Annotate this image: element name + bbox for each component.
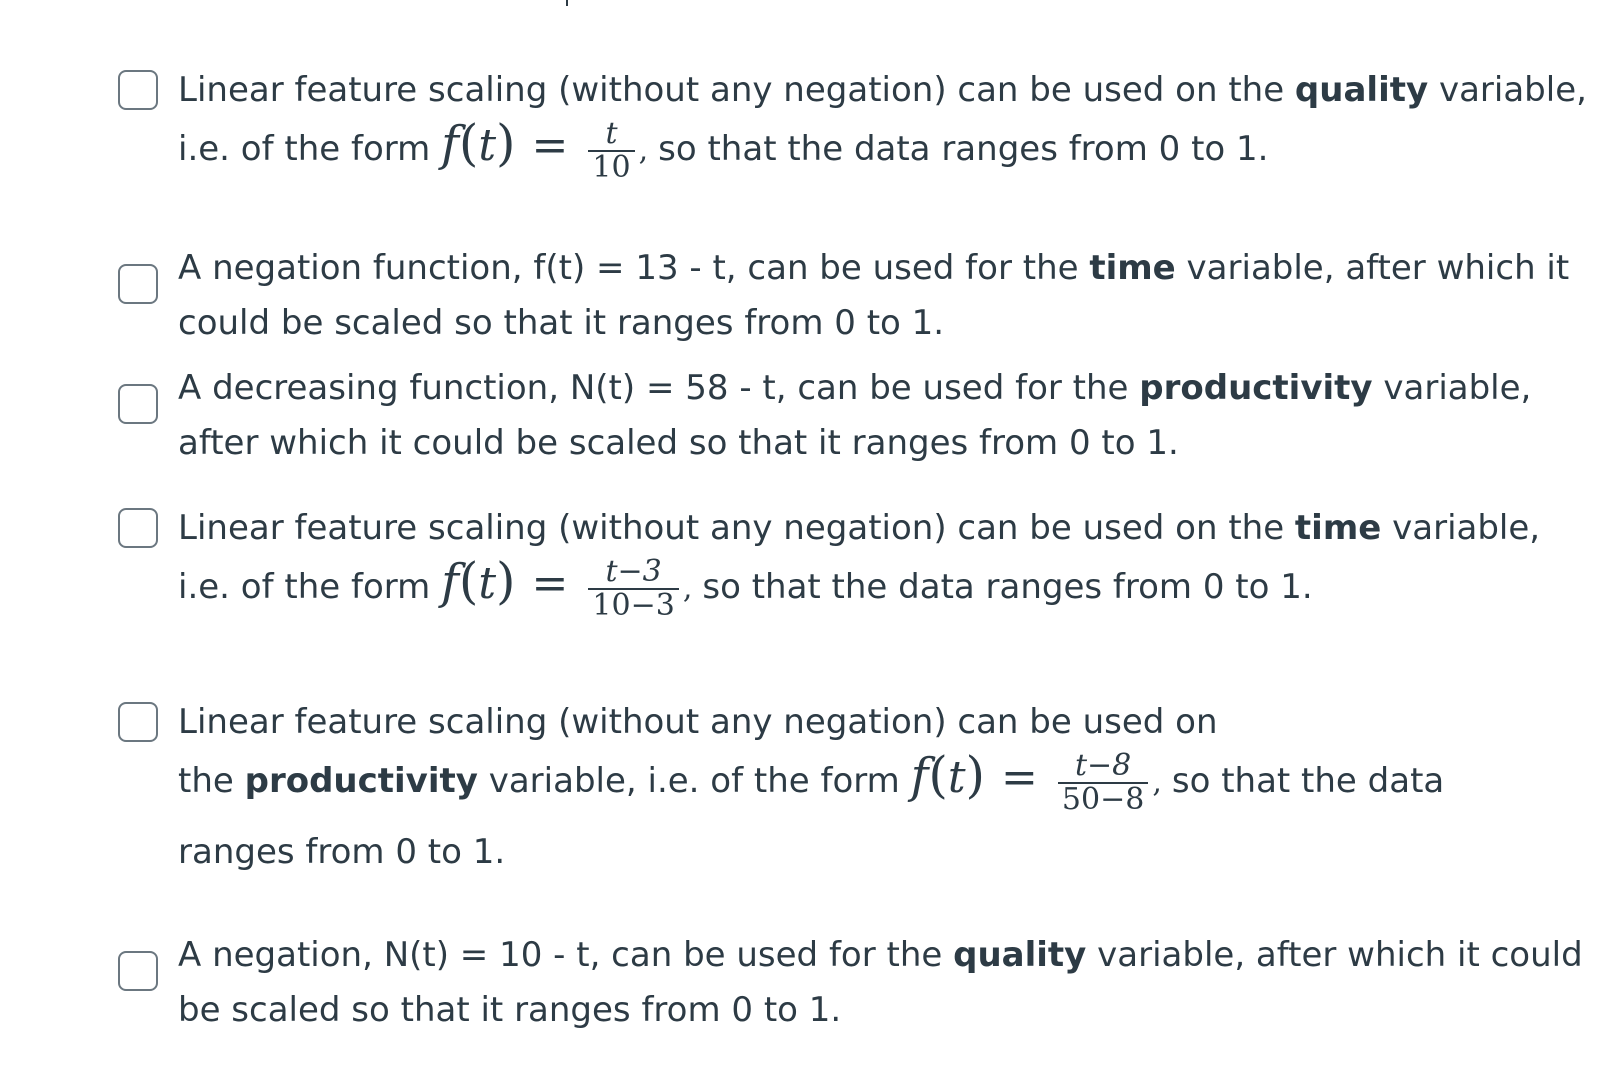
fraction-denominator: 10−3 <box>592 587 675 623</box>
text-segment: variable, <box>1381 508 1541 548</box>
bold-term: productivity <box>1139 368 1373 408</box>
math-fraction <box>588 115 634 185</box>
text-segment: A negation, N(t) = 10 - t, can be used for the <box>178 935 954 975</box>
text-segment: A negation function, f(t) = 13 - t, can be used for the <box>178 248 1090 288</box>
text-segment: variable, after which it could <box>1086 935 1583 975</box>
bold-term: quality <box>953 935 1087 975</box>
text-segment: A decreasing function, N(t) = 58 - t, can be used for the <box>178 368 1140 408</box>
checkbox[interactable] <box>118 951 158 991</box>
math-fraction <box>588 553 678 623</box>
fraction-numerator: t−8 <box>1058 750 1148 784</box>
text-segment: Linear feature scaling (without any negation) can be used on <box>178 702 1218 742</box>
text-segment: variable, i.e. of the form <box>477 761 911 801</box>
fraction-denominator: 10 <box>592 149 631 185</box>
text-segment: Linear feature scaling (without any negation) can be used on the <box>178 508 1295 548</box>
bold-term: productivity <box>244 761 478 801</box>
checkbox[interactable] <box>118 702 158 742</box>
text-segment: variable, <box>1372 368 1532 408</box>
text-segment: could be scaled so that it ranges from 0 to 1. <box>178 303 945 343</box>
text-segment: variable, after which it <box>1175 248 1570 288</box>
math-function: f <box>441 116 459 172</box>
checkbox[interactable] <box>118 264 158 304</box>
bold-term: quality <box>1294 70 1429 110</box>
checkbox[interactable] <box>118 508 158 548</box>
math-variable: t <box>478 558 497 609</box>
math-function: f <box>910 748 929 804</box>
math-variable: t <box>478 120 497 171</box>
text-segment: Linear feature scaling (without any negation) can be used on the <box>178 70 1295 110</box>
fraction-numerator: t <box>588 118 634 152</box>
checkbox[interactable] <box>118 70 158 110</box>
text-segment: i.e. of the form <box>178 129 442 169</box>
fraction-numerator: t−3 <box>588 556 678 590</box>
text-segment: so that the data ranges from 0 to 1. <box>702 567 1313 607</box>
text-segment: be scaled so that it ranges from 0 to 1. <box>178 990 842 1030</box>
text-segment: after which it could be scaled so that it ranges from 0 to 1. <box>178 423 1179 463</box>
text-segment: the <box>178 761 245 801</box>
checkbox[interactable] <box>118 384 158 424</box>
text-segment: so that the data <box>1171 761 1445 801</box>
text-segment: so that the data ranges from 0 to 1. <box>658 129 1269 169</box>
math-fraction <box>1058 747 1148 817</box>
fraction-denominator: 50−8 <box>1061 781 1145 817</box>
top-edge-mark <box>566 0 568 6</box>
text-segment: variable, <box>1428 70 1587 110</box>
math-function: f <box>441 554 459 610</box>
bold-term: time <box>1294 508 1382 548</box>
text-segment: ranges from 0 to 1. <box>178 832 506 872</box>
math-variable: t <box>947 752 966 803</box>
bold-term: time <box>1089 248 1176 288</box>
text-segment: i.e. of the form <box>178 567 442 607</box>
